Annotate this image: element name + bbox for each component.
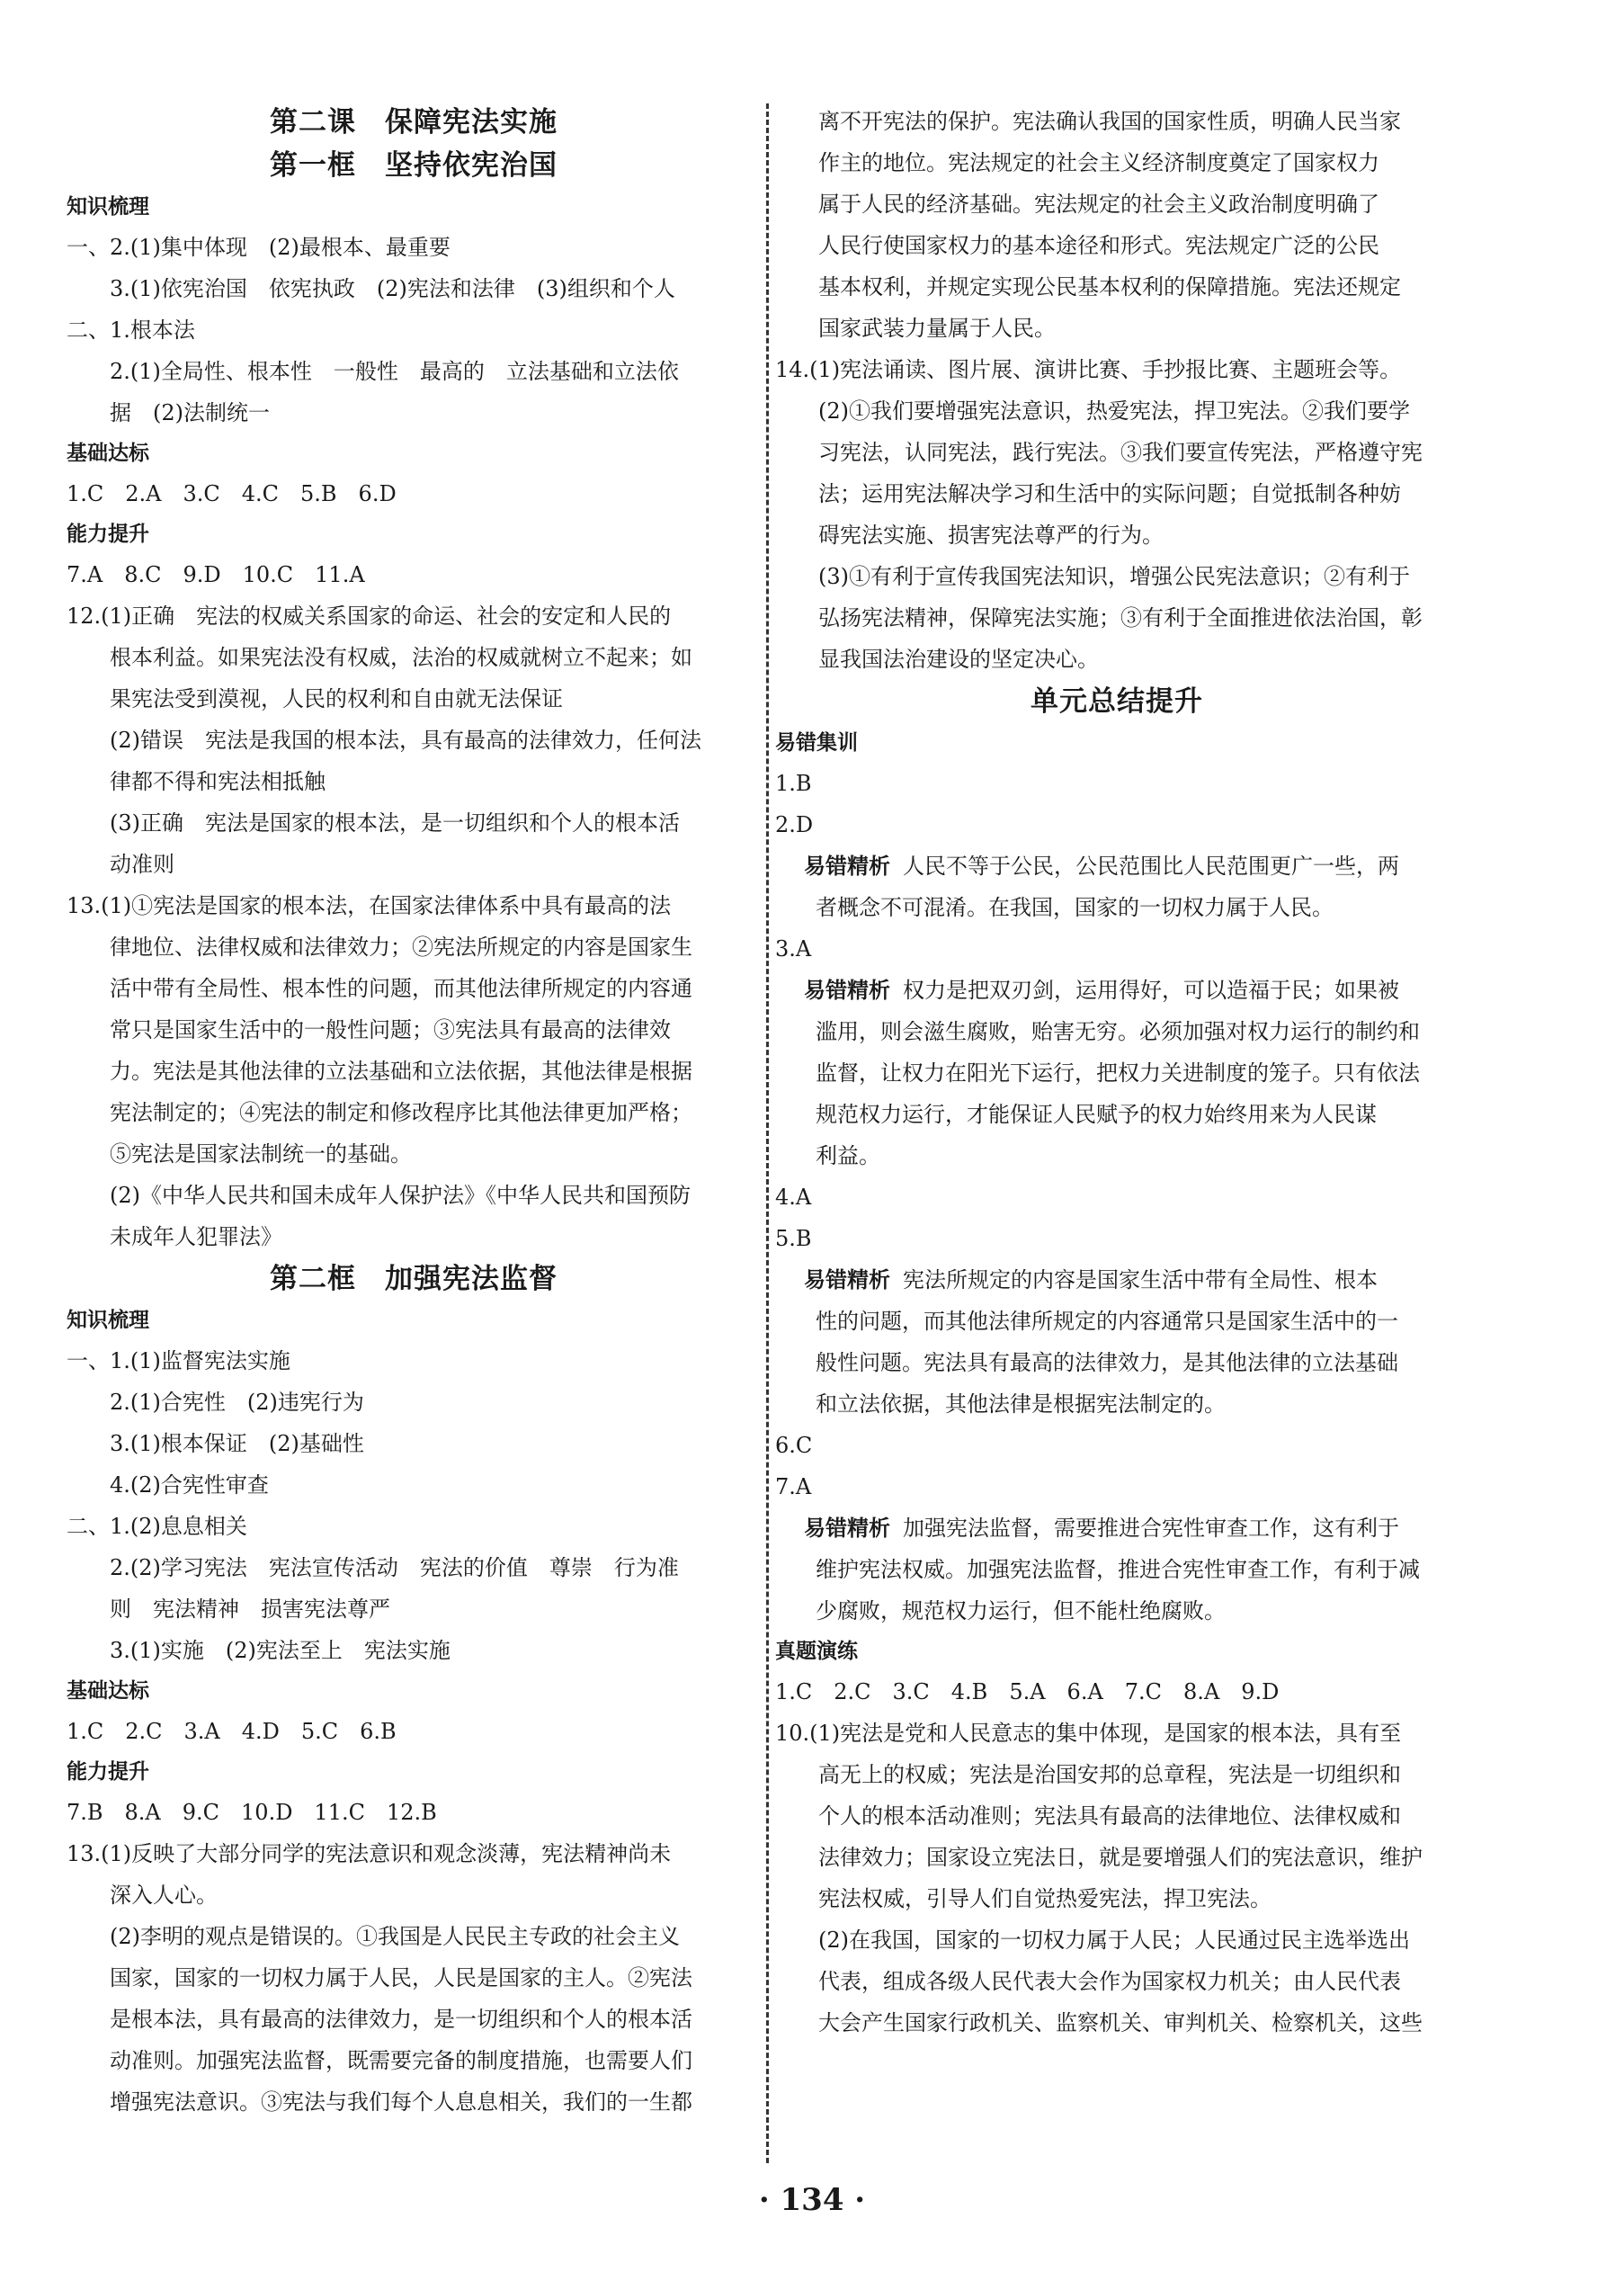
continued-answer (775, 101, 1459, 680)
answer-line: 动准则。加强宪法监督，既需要完备的制度措施，也需要人们 (110, 2048, 692, 2073)
section-heading: 知识梳理 (67, 195, 149, 219)
answer-line: 深入人心。 (110, 1883, 218, 1908)
section-heading: 能力提升 (67, 1760, 149, 1784)
analysis-line: 易错精析 人民不等于公民，公民范围比人民范围更广一些，两 (804, 854, 1399, 879)
answer-line: (2)在我国，国家的一切权力属于人民；人民通过民主选举选出 (818, 1928, 1410, 1953)
answer-line: 2.(1)合宪性 (2)违宪行为 (110, 1390, 364, 1415)
analysis-line: 利益。 (816, 1143, 880, 1168)
answer-line: 7.A (775, 1474, 812, 1499)
answer-line: 1.C 2.C 3.C 4.B 5.A 6.A 7.C 8.A 9.D (775, 1679, 1280, 1704)
analysis-line: 监督，让权力在阳光下运行，把权力关进制度的笼子。只有依法 (816, 1060, 1420, 1086)
answer-line: (2)李明的观点是错误的。①我国是人民民主专政的社会主义 (110, 1924, 680, 1949)
knowledge-list-1 (67, 227, 761, 434)
answer-line: 常只是国家生活中的一般性问题；③宪法具有最高的法律效 (110, 1017, 671, 1042)
answer-line: 7.A 8.C 9.D 10.C 11.A (67, 562, 365, 587)
answer-line: 习宪法，认同宪法，践行宪法。③我们要宣传宪法，严格遵守宪 (818, 440, 1423, 465)
answer-line: 根本利益。如果宪法没有权威，法治的权威就树立不起来；如 (110, 645, 692, 670)
answer-line: 活中带有全局性、根本性的问题，而其他法律所规定的内容通 (110, 976, 692, 1001)
analysis-line: 滥用，则会滋生腐败，贻害无穷。必须加强对权力运行的制约和 (816, 1019, 1420, 1044)
answer-line: 1.C 2.C 3.A 4.D 5.C 6.B (67, 1719, 397, 1744)
answer-line: 显我国法治建设的坚定决心。 (818, 647, 1099, 672)
analysis-line: 少腐败，规范权力运行，但不能杜绝腐败。 (816, 1598, 1226, 1623)
answer-line: 大会产生国家行政机关、监察机关、审判机关、检察机关，这些 (818, 2010, 1423, 2035)
analysis-line: 性的问题，而其他法律所规定的内容通常只是国家生活中的一 (816, 1309, 1398, 1334)
answer-line: 则 宪法精神 损害宪法尊严 (110, 1597, 390, 1622)
analysis-line: 易错精析 宪法所规定的内容是国家生活中带有全局性、根本 (804, 1267, 1378, 1293)
answer-line: 据 (2)法制统一 (110, 400, 270, 425)
left-column (67, 101, 761, 2123)
answer-line: 二、1.(2)息息相关 (67, 1514, 247, 1539)
answer-line: 14.(1)宪法诵读、图片展、演讲比赛、手抄报比赛、主题班会等。 (775, 357, 1402, 382)
answer-line: 律地位、法律权威和法律效力；②宪法所规定的内容是国家生 (110, 935, 692, 960)
answer-line: 6.C (775, 1433, 813, 1458)
column-divider (766, 103, 769, 2163)
answer-line: 作主的地位。宪法规定的社会主义经济制度奠定了国家权力 (818, 150, 1379, 175)
answer-line: 是根本法，具有最高的法律效力，是一切组织和个人的根本活 (110, 2007, 692, 2032)
answer-line: 5.B (775, 1226, 812, 1251)
answer-line: 2.(2)学习宪法 宪法宣传活动 宪法的价值 尊崇 行为准 (110, 1555, 679, 1580)
answer-line: 宪法制定的；④宪法的制定和修改程序比其他法律更加严格； (110, 1100, 692, 1125)
frame2-title: 第二框 加强宪法监督 (270, 1263, 558, 1295)
answer-line: 代表，组成各级人民代表大会作为国家权力机关；由人民代表 (818, 1969, 1401, 1994)
answer-line: 国家，国家的一切权力属于人民，人民是国家的主人。②宪法 (110, 1965, 692, 1990)
analysis-line: 者概念不可混淆。在我国，国家的一切权力属于人民。 (816, 895, 1334, 920)
real-exam-list (775, 1671, 1459, 2044)
page-number: · 134 · (758, 2182, 866, 2218)
answer-line: (3)正确 宪法是国家的根本法，是一切组织和个人的根本活 (110, 810, 680, 836)
answer-line: 个人的根本活动准则；宪法具有最高的法律地位、法律权威和 (818, 1803, 1401, 1829)
unit-summary-title: 单元总结提升 (1031, 685, 1203, 718)
right-column (775, 101, 1459, 2044)
answer-line: 法律效力；国家设立宪法日，就是要增强人们的宪法意识，维护 (818, 1845, 1423, 1870)
section-heading: 真题演练 (775, 1640, 858, 1663)
answer-line: 3.(1)实施 (2)宪法至上 宪法实施 (110, 1638, 451, 1663)
answer-line: 12.(1)正确 宪法的权威关系国家的命运、社会的安定和人民的 (67, 604, 672, 629)
answer-line: 增强宪法意识。③宪法与我们每个人息息相关，我们的一生都 (110, 2089, 692, 2115)
analysis-line: 和立法依据，其他法律是根据宪法制定的。 (816, 1391, 1226, 1417)
answer-line: 未成年人犯罪法》 (110, 1224, 282, 1249)
answer-line: 弘扬宪法精神，保障宪法实施；③有利于全面推进依法治国，彰 (818, 605, 1423, 631)
answer-line: 7.B 8.A 9.C 10.D 11.C 12.B (67, 1800, 437, 1825)
analysis-line: 维护宪法权威。加强宪法监督，推进合宪性审查工作，有利于减 (816, 1557, 1420, 1582)
answer-line: (3)①有利于宣传我国宪法知识，增强公民宪法意识；②有利于 (818, 564, 1410, 589)
section-heading: 基础达标 (67, 442, 149, 465)
answer-line: 3.(1)依宪治国 依宪执政 (2)宪法和法律 (3)组织和个人 (110, 276, 675, 301)
analysis-line: 般性问题。宪法具有最高的法律效力，是其他法律的立法基础 (816, 1350, 1398, 1375)
answer-line: 1.C 2.A 3.C 4.C 5.B 6.D (67, 481, 397, 506)
knowledge-list-2 (67, 1340, 761, 1671)
analysis-label: 易错精析 (804, 978, 890, 1003)
analysis-line: 易错精析 权力是把双刃剑，运用得好，可以造福于民；如果被 (804, 978, 1399, 1003)
answer-line: 果宪法受到漠视，人民的权利和自由就无法保证 (110, 686, 563, 711)
section-heading: 知识梳理 (67, 1309, 149, 1332)
answer-line: 力。宪法是其他法律的立法基础和立法依据，其他法律是根据 (110, 1059, 692, 1084)
answer-line: 13.(1)①宪法是国家的根本法，在国家法律体系中具有最高的法 (67, 893, 672, 918)
analysis-label: 易错精析 (804, 854, 890, 879)
ability-list-1 (67, 554, 761, 1257)
answer-line: ⑤宪法是国家法制统一的基础。 (110, 1141, 412, 1167)
analysis-line: 易错精析 加强宪法监督，需要推进合宪性审查工作，这有利于 (804, 1516, 1399, 1541)
section-heading: 能力提升 (67, 523, 149, 546)
answer-line: 一、1.(1)监督宪法实施 (67, 1348, 290, 1373)
answer-line: 宪法权威，引导人们自觉热爱宪法，捍卫宪法。 (818, 1886, 1272, 1911)
answer-line: 法；运用宪法解决学习和生活中的实际问题；自觉抵制各种妨 (818, 481, 1401, 506)
answer-line: 一、2.(1)集中体现 (2)最根本、最重要 (67, 235, 451, 260)
answer-line: 3.(1)根本保证 (2)基础性 (110, 1431, 364, 1456)
answer-line: 属于人民的经济基础。宪法规定的社会主义政治制度明确了 (818, 192, 1379, 217)
answer-line: 二、1.根本法 (67, 318, 195, 343)
answer-line: 高无上的权威；宪法是治国安邦的总章程，宪法是一切组织和 (818, 1762, 1401, 1787)
answer-line: 3.A (775, 936, 812, 962)
answer-line: 4.A (775, 1185, 812, 1210)
analysis-label: 易错精析 (804, 1267, 890, 1293)
frame1-title: 第一框 坚持依宪治国 (270, 149, 558, 182)
section-heading: 易错集训 (775, 731, 858, 755)
answer-line: 4.(2)合宪性审查 (110, 1472, 269, 1498)
answer-line: 动准则 (110, 852, 174, 877)
answer-line: (2)错误 宪法是我国的根本法，具有最高的法律效力，任何法 (110, 728, 701, 753)
answer-line: (2)《中华人民共和国未成年人保护法》《中华人民共和国预防 (110, 1183, 691, 1208)
analysis-line: 规范权力运行，才能保证人民赋予的权力始终用来为人民谋 (816, 1102, 1377, 1127)
answer-line: 2.D (775, 812, 814, 837)
answer-line: 离不开宪法的保护。宪法确认我国的国家性质，明确人民当家 (818, 109, 1401, 134)
answer-line: 碍宪法实施、损害宪法尊严的行为。 (818, 523, 1164, 548)
answer-line: 国家武装力量属于人民。 (818, 316, 1056, 341)
answer-line: 10.(1)宪法是党和人民意志的集中体现，是国家的根本法，具有至 (775, 1721, 1402, 1746)
answer-line: 13.(1)反映了大部分同学的宪法意识和观念淡薄，宪法精神尚未 (67, 1841, 672, 1866)
ability-list-2 (67, 1792, 761, 2123)
answer-line: 律都不得和宪法相抵触 (110, 769, 326, 794)
section-heading: 基础达标 (67, 1679, 149, 1703)
answer-line: 2.(1)全局性、根本性 一般性 最高的 立法基础和立法依 (110, 359, 679, 384)
error-prone-list (775, 763, 1459, 1632)
lesson-title: 第二课 保障宪法实施 (270, 106, 558, 139)
analysis-label: 易错精析 (804, 1516, 890, 1541)
answer-line: (2)①我们要增强宪法意识，热爱宪法，捍卫宪法。②我们要学 (818, 398, 1410, 424)
answer-line: 1.B (775, 771, 812, 796)
answer-line: 人民行使国家权力的基本途径和形式。宪法规定广泛的公民 (818, 233, 1379, 258)
answer-line: 基本权利，并规定实现公民基本权利的保障措施。宪法还规定 (818, 274, 1401, 300)
